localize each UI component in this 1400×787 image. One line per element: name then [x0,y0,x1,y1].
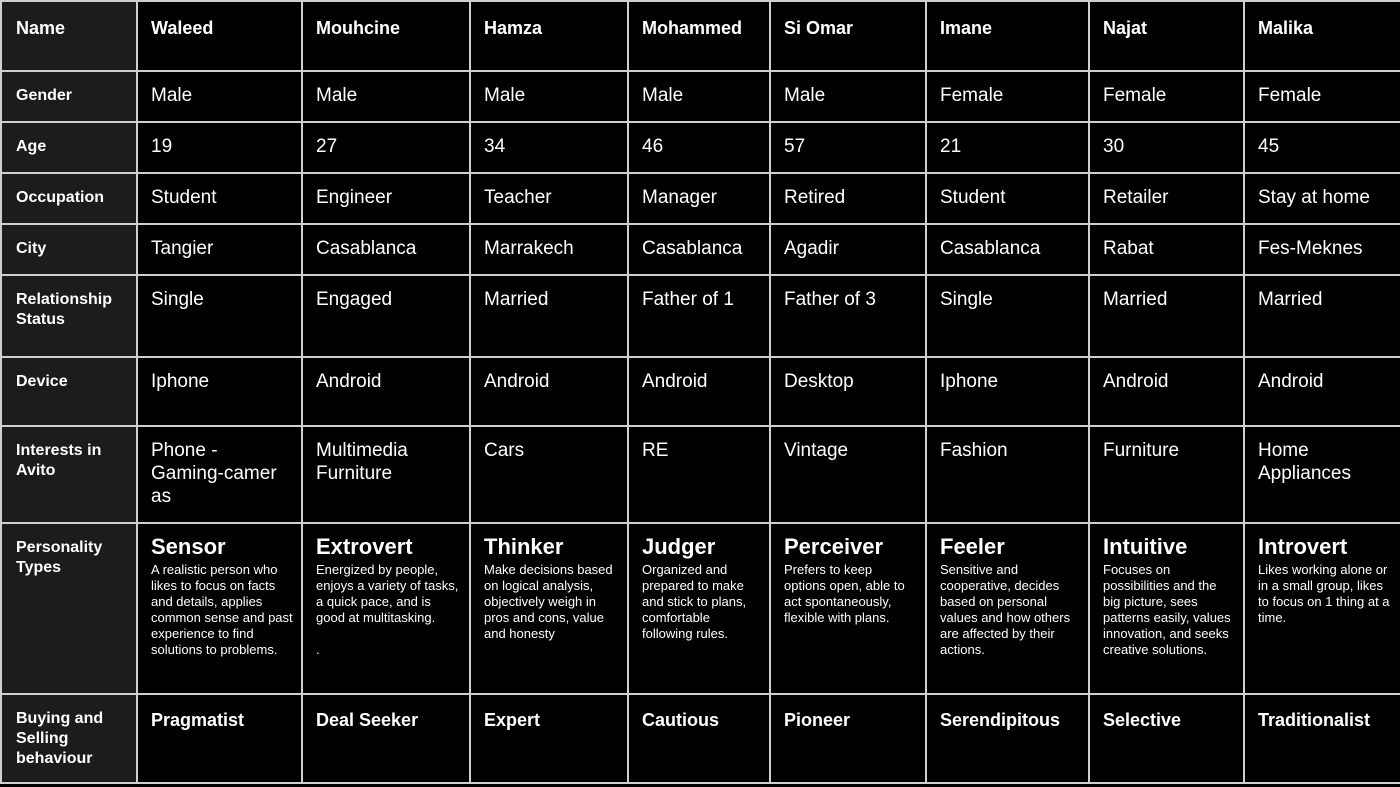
row-interests [1,426,1400,523]
persona-name: Mohammed [628,1,770,71]
device-cell: Iphone [137,357,302,426]
row-label-city: City [1,224,137,275]
personality-description: Make decisions based on logical analysis, objectively weigh in pros and cons, value and honesty [484,562,613,641]
relationship-cell: Father of 3 [770,275,926,357]
personality-cell [1244,523,1400,694]
personality-cell [1089,523,1244,694]
age-cell: 30 [1089,122,1244,173]
interests-cell: RE [628,426,770,523]
behaviour-cell: Serendipitous [926,694,1089,783]
interests-cell: Fashion [926,426,1089,523]
interests-cell: Cars [470,426,628,523]
interests-cell: Phone - Gaming-camer as [137,426,302,523]
row-label-occupation: Occupation [1,173,137,224]
age-cell: 34 [470,122,628,173]
personality-description: Prefers to keep options open, able to act spontaneously, flexible with plans. [784,562,905,625]
persona-name: Imane [926,1,1089,71]
device-cell: Android [1244,357,1400,426]
personality-cell [926,523,1089,694]
city-cell: Tangier [137,224,302,275]
age-cell: 46 [628,122,770,173]
behaviour-cell: Traditionalist [1244,694,1400,783]
gender-cell: Male [302,71,470,122]
personality-type: Feeler [940,534,1005,559]
row-personality [1,523,1400,694]
behaviour-cell: Cautious [628,694,770,783]
persona-name: Hamza [470,1,628,71]
device-cell: Android [470,357,628,426]
row-age [1,122,1400,173]
row-label-device: Device [1,357,137,426]
occupation-cell: Manager [628,173,770,224]
age-cell: 21 [926,122,1089,173]
persona-name: Najat [1089,1,1244,71]
interests-cell: Home Appliances [1244,426,1400,523]
device-cell: Android [302,357,470,426]
city-cell: Fes-Meknes [1244,224,1400,275]
personality-description: A realistic person who likes to focus on facts and details, applies common sense and past experience to find solutions to problems. [151,562,293,657]
occupation-cell: Teacher [470,173,628,224]
occupation-cell: Stay at home [1244,173,1400,224]
row-label-personality: Personality Types [1,523,137,694]
personality-type: Introvert [1258,534,1348,559]
city-cell: Casablanca [302,224,470,275]
personality-description: Focuses on possibilities and the big picture, sees patterns easily, values innovation, and seeks creative solutions. [1103,562,1231,657]
city-cell: Casablanca [628,224,770,275]
city-cell: Agadir [770,224,926,275]
gender-cell: Male [137,71,302,122]
row-city [1,224,1400,275]
row-occupation [1,173,1400,224]
personality-cell [470,523,628,694]
personality-cell [137,523,302,694]
occupation-cell: Student [137,173,302,224]
relationship-cell: Single [137,275,302,357]
personality-type: Extrovert [316,534,413,559]
row-label-interests: Interests in Avito [1,426,137,523]
personality-type: Intuitive [1103,534,1188,559]
personality-description: Likes working alone or in a small group, likes to focus on 1 thing at a time. [1258,562,1390,625]
occupation-cell: Retired [770,173,926,224]
row-behaviour [1,694,1400,783]
personality-cell [770,523,926,694]
relationship-cell: Engaged [302,275,470,357]
relationship-cell: Single [926,275,1089,357]
gender-cell: Female [1089,71,1244,122]
device-cell: Iphone [926,357,1089,426]
gender-cell: Male [770,71,926,122]
city-cell: Marrakech [470,224,628,275]
device-cell: Android [1089,357,1244,426]
device-cell: Android [628,357,770,426]
relationship-cell: Married [1244,275,1400,357]
device-cell: Desktop [770,357,926,426]
interests-cell: Vintage [770,426,926,523]
personality-cell [628,523,770,694]
row-label-behaviour: Buying and Selling behaviour [1,694,137,783]
personality-type: Thinker [484,534,564,559]
row-name [1,1,1400,71]
row-label-gender: Gender [1,71,137,122]
behaviour-cell: Selective [1089,694,1244,783]
row-gender [1,71,1400,122]
age-cell: 45 [1244,122,1400,173]
behaviour-cell: Pioneer [770,694,926,783]
gender-cell: Female [1244,71,1400,122]
persona-name: Malika [1244,1,1400,71]
gender-cell: Male [470,71,628,122]
city-cell: Casablanca [926,224,1089,275]
gender-cell: Male [628,71,770,122]
persona-name: Mouhcine [302,1,470,71]
personality-description: Sensitive and cooperative, decides based on personal values and how others are affected by their actions. [940,562,1071,657]
persona-name: Si Omar [770,1,926,71]
gender-cell: Female [926,71,1089,122]
personality-description: Energized by people, enjoys a variety of tasks, a quick pace, and is good at multitasking. [316,562,459,625]
personality-type: Judger [642,534,716,559]
interests-cell: Multimedia Furniture [302,426,470,523]
behaviour-cell: Deal Seeker [302,694,470,783]
personality-type: Sensor [151,534,226,559]
row-label-name: Name [1,1,137,71]
row-label-relationship: Relationship Status [1,275,137,357]
personality-description: Organized and prepared to make and stick to plans, comfortable following rules. [642,562,747,641]
occupation-cell: Retailer [1089,173,1244,224]
age-cell: 19 [137,122,302,173]
behaviour-cell: Expert [470,694,628,783]
persona-name: Waleed [137,1,302,71]
age-cell: 57 [770,122,926,173]
row-device [1,357,1400,426]
row-relationship [1,275,1400,357]
occupation-cell: Engineer [302,173,470,224]
city-cell: Rabat [1089,224,1244,275]
interests-cell: Furniture [1089,426,1244,523]
occupation-cell: Student [926,173,1089,224]
personality-type: Perceiver [784,534,884,559]
personality-extra: . [316,642,320,657]
personality-cell [302,523,470,694]
age-cell: 27 [302,122,470,173]
relationship-cell: Married [1089,275,1244,357]
relationship-cell: Father of 1 [628,275,770,357]
relationship-cell: Married [470,275,628,357]
row-label-age: Age [1,122,137,173]
behaviour-cell: Pragmatist [137,694,302,783]
